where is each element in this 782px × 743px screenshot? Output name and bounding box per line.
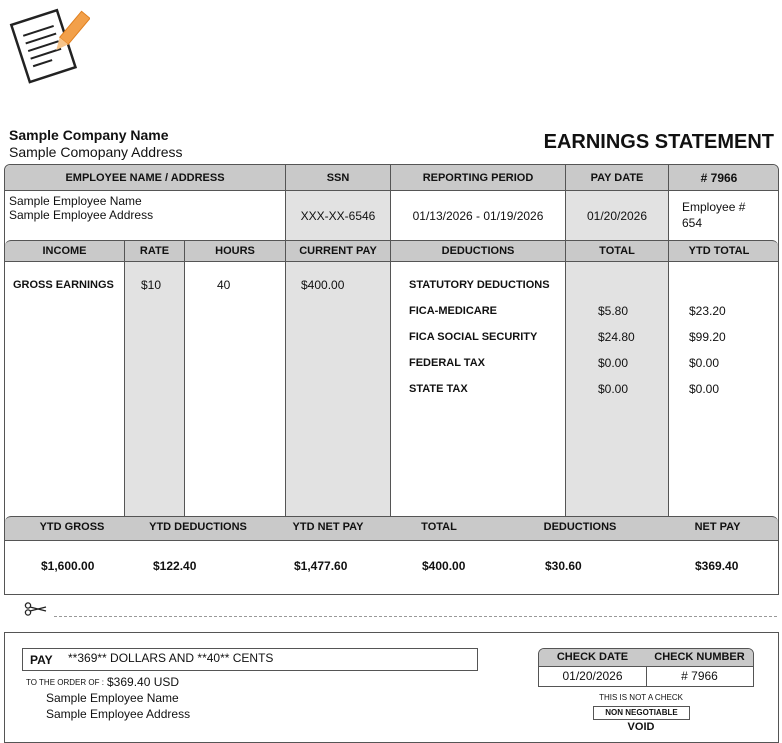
deduction-ytd: $23.20 [689, 304, 726, 318]
ytd-total-col-header: YTD TOTAL [688, 245, 750, 257]
income-rate: $10 [141, 278, 162, 292]
deduction-ytd: $99.20 [689, 330, 726, 344]
summary-value: $369.40 [695, 559, 739, 573]
deduction-total: $24.80 [598, 330, 635, 344]
check-date-label: CHECK DATE [556, 651, 629, 663]
employee-col-header: EMPLOYEE NAME / ADDRESS [65, 172, 225, 184]
payee-address: Sample Employee Address [46, 707, 191, 721]
employee-id-value: 654 [682, 216, 703, 230]
document-title: EARNINGS STATEMENT [543, 131, 774, 153]
deduction-total: $5.80 [598, 304, 629, 318]
total-col-header: TOTAL [599, 245, 635, 257]
check-amount: $369.40 USD [107, 675, 180, 689]
void-label: VOID [627, 721, 655, 733]
order-label: TO THE ORDER OF : [26, 678, 104, 687]
check-info-table [538, 648, 754, 687]
summary-header: TOTAL [421, 521, 457, 533]
deductions-title: STATUTORY DEDUCTIONS [409, 279, 550, 291]
paydate-col-header: PAY DATE [590, 172, 644, 184]
deduction-label: STATE TAX [409, 383, 468, 395]
check-number: # 7966 [681, 669, 718, 683]
not-a-check-notice: THIS IS NOT A CHECK [599, 693, 683, 702]
employee-name: Sample Employee Name [9, 194, 142, 208]
company-address: Sample Comopany Address [9, 144, 183, 160]
ssn-value: XXX-XX-6546 [300, 209, 376, 223]
period-col-header: REPORTING PERIOD [422, 172, 534, 184]
hours-col-header: HOURS [215, 245, 255, 257]
summary-value: $30.60 [545, 559, 582, 573]
summary-value: $1,477.60 [294, 559, 348, 573]
cut-line [54, 616, 777, 617]
amount-in-words: **369** DOLLARS AND **40** CENTS [68, 651, 274, 665]
company-name: Sample Company Name [9, 127, 169, 143]
check-number-label: CHECK NUMBER [654, 651, 745, 663]
pay-date-value: 01/20/2026 [586, 209, 648, 223]
check-date: 01/20/2026 [562, 669, 623, 683]
summary-value: $1,600.00 [41, 559, 95, 573]
deduction-total: $0.00 [598, 356, 629, 370]
summary-header: YTD GROSS [39, 521, 105, 533]
deduction-label: FICA SOCIAL SECURITY [409, 331, 538, 343]
summary-header: DEDUCTIONS [543, 521, 617, 533]
statement-number: # 7966 [700, 171, 738, 185]
document-pencil-icon [6, 4, 90, 84]
employee-id-label: Employee # [682, 200, 746, 214]
summary-value: $400.00 [422, 559, 466, 573]
summary-header: NET PAY [694, 521, 741, 533]
income-current-pay: $400.00 [301, 278, 345, 292]
income-col-header: INCOME [42, 245, 87, 257]
income-label: GROSS EARNINGS [13, 279, 114, 291]
summary-header: YTD DEDUCTIONS [149, 521, 247, 533]
deduction-ytd: $0.00 [689, 382, 720, 396]
deduction-label: FICA-MEDICARE [409, 305, 497, 317]
rate-col-header: RATE [139, 245, 170, 257]
deduction-ytd: $0.00 [689, 356, 720, 370]
ssn-col-header: SSN [326, 172, 350, 184]
non-negotiable-stamp: NON NEGOTIABLE [593, 706, 690, 720]
scissors-icon [24, 602, 52, 616]
period-value: 01/13/2026 - 01/19/2026 [412, 209, 544, 223]
deduction-label: FEDERAL TAX [409, 357, 485, 369]
deduction-total: $0.00 [598, 382, 629, 396]
income-hours: 40 [217, 278, 231, 292]
summary-value: $122.40 [153, 559, 197, 573]
payee-name: Sample Employee Name [46, 691, 179, 705]
summary-header: YTD NET PAY [292, 521, 364, 533]
pay-label: PAY [30, 653, 53, 667]
deductions-col-header: DEDUCTIONS [441, 245, 515, 257]
employee-address: Sample Employee Address [9, 208, 154, 222]
current-pay-col-header: CURRENT PAY [299, 245, 377, 257]
